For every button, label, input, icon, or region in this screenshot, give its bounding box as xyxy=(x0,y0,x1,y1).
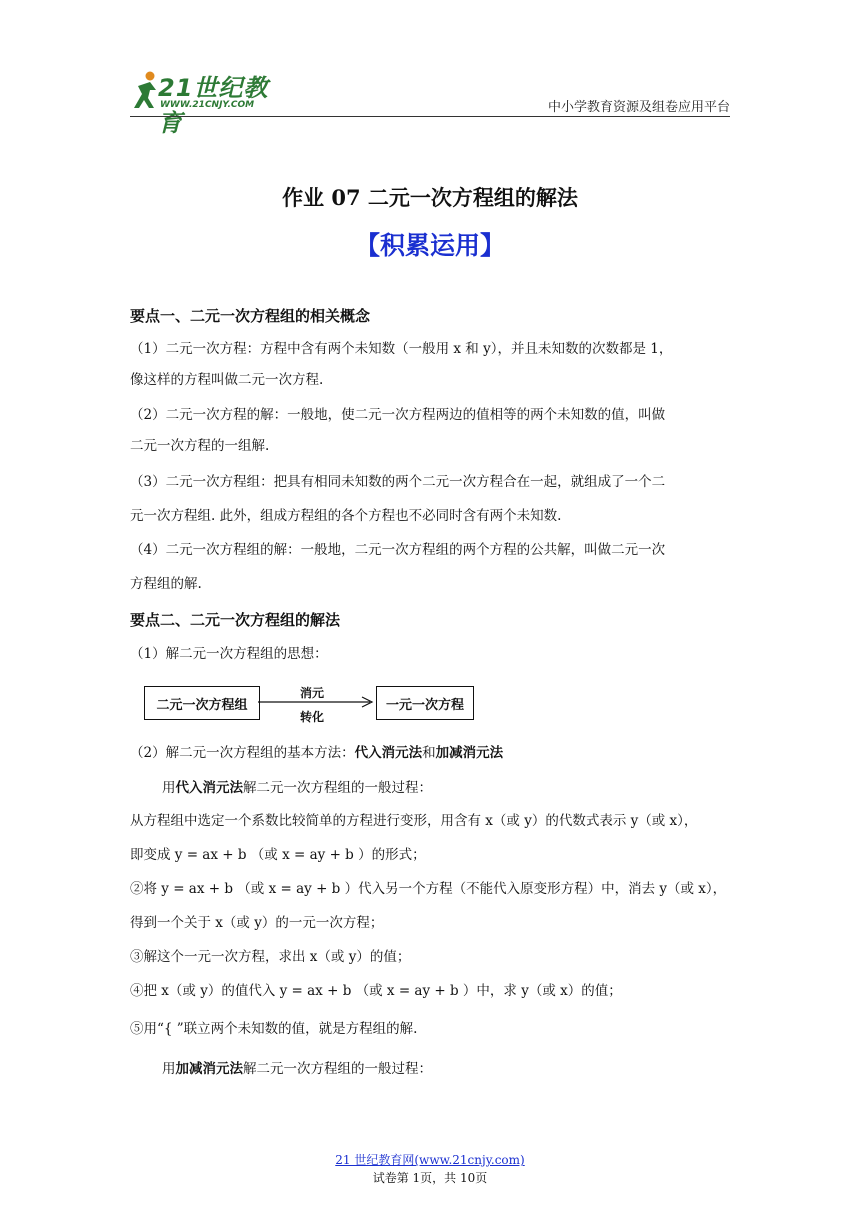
paragraph-line xyxy=(130,743,730,763)
logo xyxy=(130,68,290,137)
paragraph-line: （1）二元一次方程：方程中含有两个未知数（一般用 x 和 y），并且未知数的次数都是 1， xyxy=(130,341,673,357)
runner-icon xyxy=(130,70,160,112)
method-substitution: 代入消元法 xyxy=(175,780,243,796)
step-line: ③解这个一元一次方程，求出 x（或 y）的值； xyxy=(130,949,411,965)
arrow-label-bottom: 转化 xyxy=(300,710,325,724)
method-elimination: 加减消元法 xyxy=(175,1061,243,1077)
paragraph-line: （3）二元一次方程组：把具有相同未知数的两个二元一次方程合在一起，就组成了一个二 xyxy=(130,474,666,490)
header-divider xyxy=(130,116,730,117)
step-line: 即变成 y = ax + b （或 x = ay + b ）的形式； xyxy=(130,847,426,863)
text-run: （2）解二元一次方程组的基本方法： xyxy=(130,745,355,761)
text-run: 用 xyxy=(162,780,176,796)
paragraph-line: 元一次方程组. 此外，组成方程组的各个方程也不必同时含有两个未知数. xyxy=(130,508,562,524)
paragraph-line xyxy=(162,1059,762,1079)
paragraph-line: 像这样的方程叫做二元一次方程. xyxy=(130,372,324,388)
step-line: ②将 y = ax + b （或 x = ay + b ）代入另一个方程（不能代入原变形方程）中，消去 y（或 x）， xyxy=(130,881,727,897)
method-substitution: 代入消元法 xyxy=(354,745,423,761)
text-run: 解二元一次方程组的一般过程： xyxy=(243,780,432,796)
section-heading-1: 要点一、二元一次方程组的相关概念 xyxy=(130,307,371,325)
page-title: 作业 07 二元一次方程组的解法 xyxy=(282,185,578,210)
logo-url: WWW.21CNJY.COM xyxy=(160,100,255,110)
paragraph-line: 二元一次方程的一组解. xyxy=(130,438,270,454)
step-line: 从方程组中选定一个系数比较简单的方程进行变形，用含有 x（或 y）的代数式表示 y（或 x）， xyxy=(130,813,698,829)
footer-link[interactable]: 21 世纪教育网(www.21cnjy.com) xyxy=(335,1153,525,1167)
step-line: ④把 x（或 y）的值代入 y = ax + b （或 x = ay + b ）中，求 y（或 x）的值； xyxy=(130,983,622,999)
diagram-box-system: 二元一次方程组 xyxy=(144,686,260,720)
paragraph-line: （1）解二元一次方程组的思想： xyxy=(130,646,328,662)
text-run: 用 xyxy=(162,1061,176,1077)
header-platform-text: 中小学教育资源及组卷应用平台 xyxy=(547,100,730,115)
page-subtitle: 【积累运用】 xyxy=(354,231,505,260)
paragraph-line: （4）二元一次方程组的解：一般地，二元一次方程组的两个方程的公共解，叫做二元一次 xyxy=(130,542,666,558)
page-number: 试卷第 1页，共 10页 xyxy=(372,1171,488,1185)
paragraph-line: （2）二元一次方程的解：一般地，使二元一次方程两边的值相等的两个未知数的值，叫做 xyxy=(130,407,666,423)
logo-text: 21世纪教育 xyxy=(158,74,269,137)
text-run: 和 xyxy=(422,745,436,761)
paragraph-line: 方程组的解. xyxy=(130,576,202,592)
diagram-box-equation: 一元一次方程 xyxy=(376,686,474,720)
text-run: 解二元一次方程组的一般过程： xyxy=(243,1061,432,1077)
step-line: 得到一个关于 x（或 y）的一元一次方程； xyxy=(130,915,384,931)
paragraph-line xyxy=(162,778,762,798)
section-heading-2: 要点二、二元一次方程组的解法 xyxy=(130,611,341,629)
arrow-label-top: 消元 xyxy=(300,686,325,700)
method-elimination: 加减消元法 xyxy=(435,745,504,761)
step-line: ⑤用“{ ”联立两个未知数的值，就是方程组的解. xyxy=(130,1021,418,1037)
